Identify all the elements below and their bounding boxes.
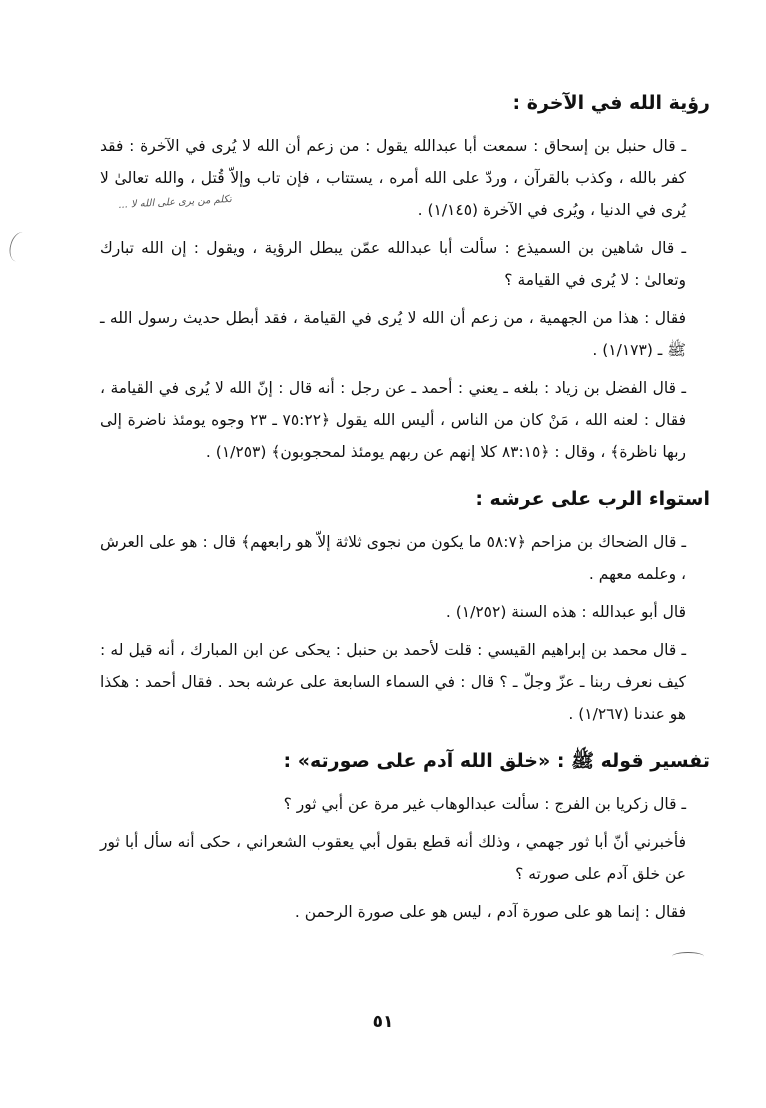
paragraph-answer: فقال : هذا من الجهمية ، من زعم أن الله لا يُرى في القيامة ، فقد أبطل حديث رسول الله ـ ﷺ ـ (١/١٧٣) .	[100, 309, 686, 359]
paragraph-shahin: ـ قال شاهين بن السميذع : سألت أبا عبدالله عمّن يبطل الرؤية ، ويقول : إن الله تبارك وتعالىٰ : لا يُرى في القيامة ؟	[100, 239, 686, 289]
paragraph-fadl: ـ قال الفضل بن زياد : بلغه ـ يعني : أحمد ـ عن رجل : أنه قال : إنّ الله لا يُرى في القيامة ، فقال : لعنه الله ، مَنْ كان من الناس ، أليس الله يقول ﴿٧٥:٢٢ ـ ٢٣ وجوه يومئذ ناضرة إلى ربها ناظرة﴾ ، وقال : ﴿٨٣:١٥ كلا إنهم عن ربهم يومئذ لمحجوبون﴾ (١/٢٥٣) .	[100, 379, 686, 461]
paragraph-qaisi: ـ قال محمد بن إبراهيم القيسي : قلت لأحمد بن حنبل : يحكى عن ابن المبارك ، أنه قيل له : كيف نعرف ربنا ـ عزّ وجلّ ـ ؟ قال : في السماء السابعة على عرشه بحد . فقال أحمد : هكذا هو عندنا (١/٢٦٧) .	[100, 641, 686, 723]
pen-stroke-mark	[672, 952, 704, 961]
paragraph-abu-thawr: فأخبرني أنّ أبا ثور جهمي ، وذلك أنه قطع بقول أبي يعقوب الشعراني ، حكى أنه سأل أبا ثور عن خلق آدم على صورته ؟	[100, 833, 686, 883]
section-heading: استواء الرب على عرشه :	[475, 488, 710, 510]
section-istiwa	[100, 484, 710, 730]
paragraph-dahhak: ـ قال الضحاك بن مزاحم ﴿٥٨:٧ ما يكون من نجوى ثلاثة إلاّ هو رابعهم﴾ قال : هو على العرش ، وعلمه معهم .	[100, 533, 686, 583]
handwritten-margin-note: تكلم من يرى على الله لا ...	[117, 193, 233, 211]
margin-bracket-mark	[6, 230, 32, 264]
section-heading: رؤية الله في الآخرة :	[512, 92, 710, 114]
paragraph-hanbal: ـ قال حنبل بن إسحاق : سمعت أبا عبدالله يقول : من زعم أن الله لا يُرى في الآخرة : فقد كفر بالله ، وكذب بالقرآن ، وردّ على الله أمره ، يستتاب ، فإن تاب وإلاّ قُتل ، والله تعالىٰ لا يُرى في الدنيا ، ويُرى في الآخرة (١/١٤٥) .	[100, 137, 686, 219]
section-heading: تفسير قوله ﷺ : «خلق الله آدم على صورته» :	[283, 750, 710, 772]
page-number: ٥١	[372, 1012, 394, 1032]
paragraph-final: فقال : إنما هو على صورة آدم ، ليس هو على صورة الرحمن .	[294, 903, 686, 921]
section-vision-of-god	[100, 88, 710, 468]
paragraph-abu-abdullah: قال أبو عبدالله : هذه السنة (١/٢٥٢) .	[445, 603, 686, 621]
paragraph-zakariya: ـ قال زكريا بن الفرج : سألت عبدالوهاب غير مرة عن أبي ثور ؟	[283, 795, 686, 813]
section-tafsir-image	[100, 746, 710, 928]
